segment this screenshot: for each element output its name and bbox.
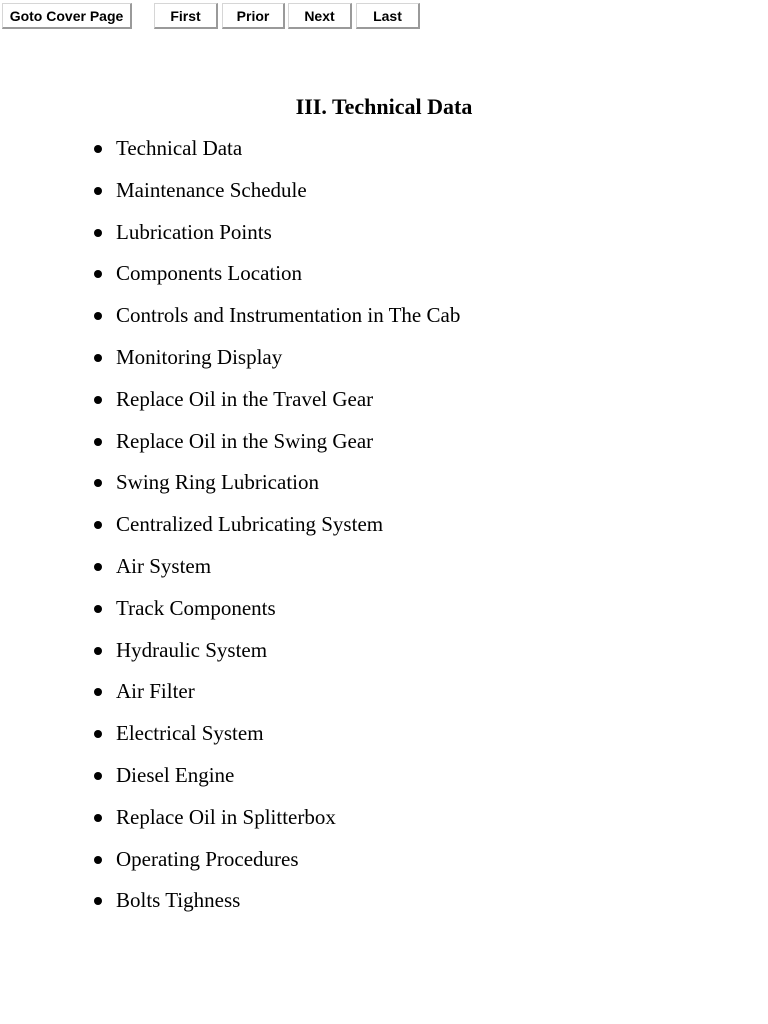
bullet-icon xyxy=(94,354,102,362)
toc-item-operating-procedures xyxy=(0,845,460,887)
toc-item-bolts-tighness xyxy=(0,886,460,928)
toc-link[interactable]: Components Location xyxy=(116,261,303,286)
goto-cover-page-button[interactable]: Goto Cover Page xyxy=(2,3,132,29)
bullet-icon xyxy=(94,270,102,278)
bullet-icon xyxy=(94,145,102,153)
toc-item-swing-ring-lubrication xyxy=(0,468,460,510)
bullet-icon xyxy=(94,229,102,237)
toc-link[interactable]: Technical Data xyxy=(116,136,243,160)
toc-link[interactable]: Hydraulic System xyxy=(116,637,268,662)
bullet-icon xyxy=(94,647,102,655)
toc-item-travel-gear-oil xyxy=(0,385,460,427)
page-title: III. Technical Data xyxy=(295,94,473,119)
toc-link[interactable]: Bolts Tighness xyxy=(116,888,241,913)
toc-item-swing-gear-oil xyxy=(0,427,460,469)
toc-link[interactable]: Operating Procedures xyxy=(116,846,299,871)
bullet-icon xyxy=(94,814,102,822)
bullet-icon xyxy=(94,605,102,613)
toc-link[interactable]: Track Components xyxy=(116,595,276,620)
toc-item-technical-data xyxy=(0,134,460,176)
first-page-button[interactable]: First xyxy=(154,3,218,29)
bullet-icon xyxy=(94,187,102,195)
bullet-icon xyxy=(94,772,102,780)
prior-page-button[interactable]: Prior xyxy=(222,3,285,29)
toc-item-controls-instrumentation xyxy=(0,301,460,343)
toc-link[interactable]: Replace Oil in Splitterbox xyxy=(116,804,336,829)
toc-link[interactable]: Centralized Lubricating System xyxy=(116,512,384,537)
toc-item-monitoring-display xyxy=(0,343,460,385)
toc-link[interactable]: Replace Oil in the Travel Gear xyxy=(116,386,374,411)
toc-item-air-system xyxy=(0,552,460,594)
table-of-contents xyxy=(0,134,460,928)
toc-link[interactable]: Electrical System xyxy=(116,721,264,746)
toc-link[interactable]: Air Filter xyxy=(116,679,195,704)
next-page-button[interactable]: Next xyxy=(288,3,352,29)
toc-item-diesel-engine xyxy=(0,761,460,803)
toc-item-splitterbox-oil xyxy=(0,803,460,845)
bullet-icon xyxy=(94,479,102,487)
bullet-icon xyxy=(94,312,102,320)
toc-item-hydraulic-system xyxy=(0,636,460,678)
toc-item-maintenance-schedule xyxy=(0,176,460,218)
toc-item-air-filter xyxy=(0,677,460,719)
bullet-icon xyxy=(94,438,102,446)
toc-link[interactable]: Replace Oil in the Swing Gear xyxy=(116,428,374,453)
toc-link[interactable]: Maintenance Schedule xyxy=(116,177,307,202)
bullet-icon xyxy=(94,563,102,571)
toc-item-centralized-lubricating xyxy=(0,510,460,552)
toc-link[interactable]: Swing Ring Lubrication xyxy=(116,470,319,495)
toc-link[interactable]: Diesel Engine xyxy=(116,762,235,787)
bullet-icon xyxy=(94,730,102,738)
toc-item-lubrication-points xyxy=(0,218,460,260)
toc-item-track-components xyxy=(0,594,460,636)
bullet-icon xyxy=(94,396,102,404)
toc-link[interactable]: Monitoring Display xyxy=(116,344,283,369)
last-page-button[interactable]: Last xyxy=(356,3,420,29)
bullet-icon xyxy=(94,688,102,696)
toc-link[interactable]: Controls and Instrumentation in The Cab xyxy=(116,303,461,328)
toc-link[interactable]: Air System xyxy=(116,553,212,578)
toc-item-electrical-system xyxy=(0,719,460,761)
toc-link[interactable]: Lubrication Points xyxy=(116,219,272,244)
toc-item-components-location xyxy=(0,259,460,301)
bullet-icon xyxy=(94,521,102,529)
bullet-icon xyxy=(94,897,102,905)
bullet-icon xyxy=(94,856,102,864)
